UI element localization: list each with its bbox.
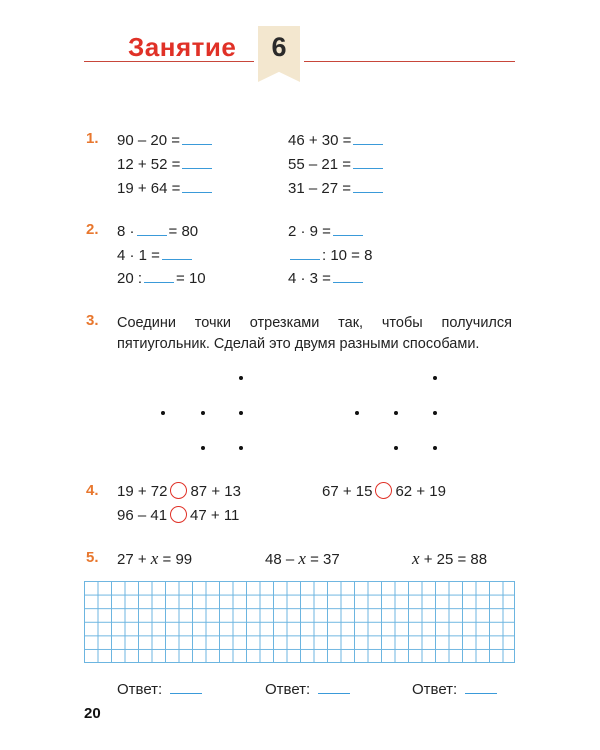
- answer-blank[interactable]: [182, 131, 212, 145]
- answer-blank[interactable]: [182, 179, 212, 193]
- task-2-left-1: 8 · = 80: [117, 223, 199, 240]
- answer-blank[interactable]: [170, 680, 202, 694]
- dot[interactable]: [433, 376, 437, 380]
- task-2-left-2: 4 · 1 =: [117, 246, 194, 264]
- dot[interactable]: [394, 411, 398, 415]
- task-3-number: 3.: [86, 312, 99, 329]
- task-5-equation-3: x + 25 = 88: [412, 549, 488, 568]
- answer-1: Ответ:: [117, 680, 202, 698]
- task-1-right-2: 55 – 21 =: [288, 155, 385, 173]
- task-1-right-3: 31 – 27 =: [288, 179, 385, 197]
- dot[interactable]: [161, 411, 165, 415]
- dot[interactable]: [201, 411, 205, 415]
- lesson-title: Занятие: [128, 32, 237, 62]
- answer-blank[interactable]: [318, 680, 350, 694]
- answer-blank[interactable]: [353, 155, 383, 169]
- task-1-right-1: 46 + 30 =: [288, 131, 385, 149]
- task-4-compare-3: 67 + 15 62 + 19: [322, 483, 446, 500]
- compare-circle[interactable]: [375, 482, 392, 499]
- task-2-right-1: 2 · 9 =: [288, 222, 365, 240]
- task-4-number: 4.: [86, 482, 99, 499]
- page-number: 20: [84, 705, 101, 722]
- answer-blank[interactable]: [290, 246, 320, 260]
- dot[interactable]: [355, 411, 359, 415]
- dot[interactable]: [239, 376, 243, 380]
- dot[interactable]: [201, 446, 205, 450]
- task-5-number: 5.: [86, 549, 99, 566]
- task-4-compare-2: 96 – 41 47 + 11: [117, 507, 240, 524]
- answer-blank[interactable]: [144, 269, 174, 283]
- answer-blank[interactable]: [333, 269, 363, 283]
- lesson-number: 6: [271, 32, 287, 62]
- header-rule-right: [304, 61, 515, 62]
- task-4-compare-1: 19 + 72 87 + 13: [117, 483, 241, 500]
- answer-blank[interactable]: [137, 222, 167, 236]
- task-2-number: 2.: [86, 221, 99, 238]
- dot[interactable]: [394, 446, 398, 450]
- task-2-right-2: : 10 = 8: [288, 246, 372, 264]
- dot[interactable]: [239, 411, 243, 415]
- task-1-left-1: 90 – 20 =: [117, 131, 214, 149]
- task-2-right-3: 4 · 3 =: [288, 269, 365, 287]
- answer-blank[interactable]: [182, 155, 212, 169]
- answer-blank[interactable]: [333, 222, 363, 236]
- task-5-equation-2: 48 – x = 37: [265, 549, 340, 568]
- task-1-left-3: 19 + 64 =: [117, 179, 214, 197]
- answer-blank[interactable]: [353, 179, 383, 193]
- task-3-text: Соедини точки отрезками так, чтобы получился пятиугольник. Сделай это двумя разными способами.: [117, 315, 512, 352]
- dot[interactable]: [239, 446, 243, 450]
- task-1-number: 1.: [86, 130, 99, 147]
- dot[interactable]: [433, 411, 437, 415]
- dot[interactable]: [433, 446, 437, 450]
- compare-circle[interactable]: [170, 506, 187, 523]
- task-5-equation-1: 27 + x = 99: [117, 549, 193, 568]
- answer-3: Ответ:: [412, 680, 497, 698]
- task-2-left-3: 20 : = 10: [117, 270, 206, 287]
- answer-blank[interactable]: [465, 680, 497, 694]
- answer-blank[interactable]: [353, 131, 383, 145]
- squared-work-area[interactable]: [84, 581, 515, 663]
- answer-2: Ответ:: [265, 680, 350, 698]
- compare-circle[interactable]: [170, 482, 187, 499]
- answer-blank[interactable]: [162, 246, 192, 260]
- task-1-left-2: 12 + 52 =: [117, 155, 214, 173]
